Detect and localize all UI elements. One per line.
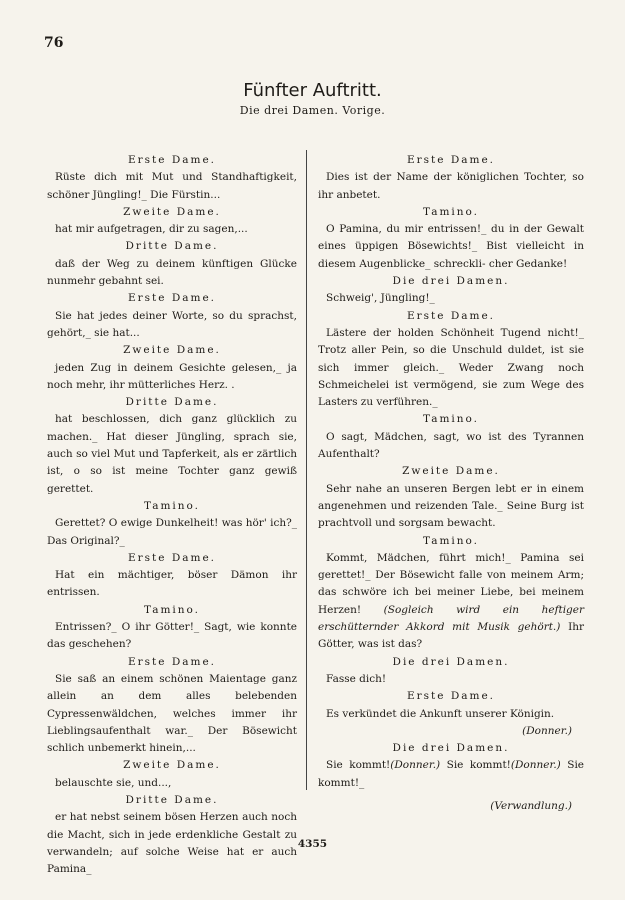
speaker: Tamino.: [423, 534, 479, 547]
speaker: Erste Dame.: [406, 309, 496, 322]
line: O Pamina, du mir entrissen!_ du in der Gewalt eines üppigen Bösewichts!_ Bist vielleicht in diesem Augenblicke_ schreckli- cher Gedanke!: [318, 223, 584, 270]
speaker: Tamino.: [423, 205, 479, 218]
line: Dies ist der Name der königlichen Tochter, so ihr anbetet.: [318, 171, 584, 201]
speaker: Dritte Dame.: [125, 793, 219, 806]
line: Lästere der holden Schönheit Tugend nicht!_ Trotz aller Pein, so die Unschuld duldet, ist sie sich immer gleich._ Weder Zwang noch Schmeichelei ist vermögend, sie zum Wege des Lasters zu verführen._: [318, 326, 584, 409]
speaker: Tamino.: [423, 413, 479, 426]
line: Sie saß an einem schönen Maientage ganz allein an dem alles belebenden Cypressenwäldchen, welches immer ihr Lieblingsaufenthalt war._ Der Bösewicht schlich unbemerkt hinein,...: [47, 672, 297, 755]
page-number: 76: [44, 35, 64, 51]
speaker: Zweite Dame.: [123, 344, 221, 357]
footer-number: 4355: [297, 838, 328, 850]
speaker: Dritte Dame.: [125, 396, 219, 409]
speaker: Erste Dame.: [406, 690, 496, 703]
speaker: Die drei Damen.: [392, 275, 510, 288]
speaker: Zweite Dame.: [402, 465, 500, 478]
speaker: Die drei Damen.: [392, 655, 510, 668]
line: belauschte sie, und...,: [55, 776, 172, 789]
line: hat beschlossen, dich ganz glücklich zu machen._ Hat dieser Jüngling, sprach sie, auch so viel Mut und Tapferkeit, als er zärtlich ist, o so ist meine Tochter ganz gewiß gerettet.: [47, 413, 297, 495]
line: Entrissen?_ O ihr Götter!_ Sagt, wie konnte das geschehen?: [47, 621, 297, 651]
line: Gerettet? O ewige Dunkelheit! was hör' ich?_ Das Original?_: [47, 517, 297, 547]
speaker: Zweite Dame.: [123, 759, 221, 772]
left-column: [47, 152, 297, 878]
line: Es verkündet die Ankunft unserer Königin.: [326, 707, 555, 720]
line: daß der Weg zu deinem künftigen Glücke nunmehr gebahnt sei.: [47, 257, 297, 288]
line: Sie hat jedes deiner Worte, so du sprachst, gehört,_ sie hat...: [47, 309, 297, 339]
scene-title: Fünfter Auftritt.: [243, 80, 382, 101]
speaker: Zweite Dame.: [123, 205, 221, 218]
speaker: Dritte Dame.: [125, 240, 219, 253]
speaker: Die drei Damen.: [392, 742, 510, 755]
line: Sie kommt!(Donner.) Sie kommt!(Donner.) Sie kommt!_: [318, 759, 585, 789]
scene-subtitle: Die drei Damen. Vorige.: [239, 104, 386, 117]
line: Hat ein mächtiger, böser Dämon ihr entrissen.: [47, 569, 297, 599]
line: Fasse dich!: [326, 672, 387, 685]
speaker: Erste Dame.: [127, 551, 217, 564]
speaker: Erste Dame.: [127, 154, 217, 166]
line: jeden Zug in deinem Gesichte gelesen,_ ja noch mehr, ihr mütterliches Herz. .: [47, 361, 297, 391]
stage-direction: (Donner.): [522, 724, 572, 737]
right-column: [318, 152, 584, 815]
line: er hat nebst seinem bösen Herzen auch noch die Macht, sich in jede erdenkliche Gestalt zu verwandeln; auf solche Weise hat er auch Pamina_: [47, 811, 297, 876]
speaker: Tamino.: [144, 499, 200, 512]
stage-direction: (Sogleich wird ein heftiger erschütternder Akkord mit Musik gehört.): [318, 603, 585, 634]
speaker: Tamino.: [144, 603, 200, 616]
line: Kommt, Mädchen, führt mich!_ Pamina sei gerettet!_ Der Bösewicht falle von meinem Arm; das schwöre ich bei meiner Liebe, bei meinem Herzen! (Sogleich wird ein heftiger erschütternder Akkord mit Musik gehört.) Ihr Götter, was ist das?: [318, 551, 585, 651]
line: O sagt, Mädchen, sagt, wo ist des Tyrannen Aufenthalt?: [318, 430, 584, 461]
speaker: Erste Dame.: [406, 154, 496, 166]
speaker: Erste Dame.: [127, 655, 217, 668]
column-divider: [306, 150, 307, 790]
line: Schweig', Jüngling!_: [326, 292, 435, 305]
line: Rüste dich mit Mut und Standhaftigkeit, schöner Jüngling!_ Die Fürstin...: [47, 171, 297, 201]
line: Sehr nahe an unseren Bergen lebt er in einem angenehmen und reizenden Tale._ Seine Burg ist prachtvoll und sorgsam bewacht.: [318, 482, 584, 530]
speaker: Erste Dame.: [127, 292, 217, 305]
line: hat mir aufgetragen, dir zu sagen,...: [55, 223, 248, 236]
stage-direction: (Verwandlung.): [490, 799, 572, 812]
